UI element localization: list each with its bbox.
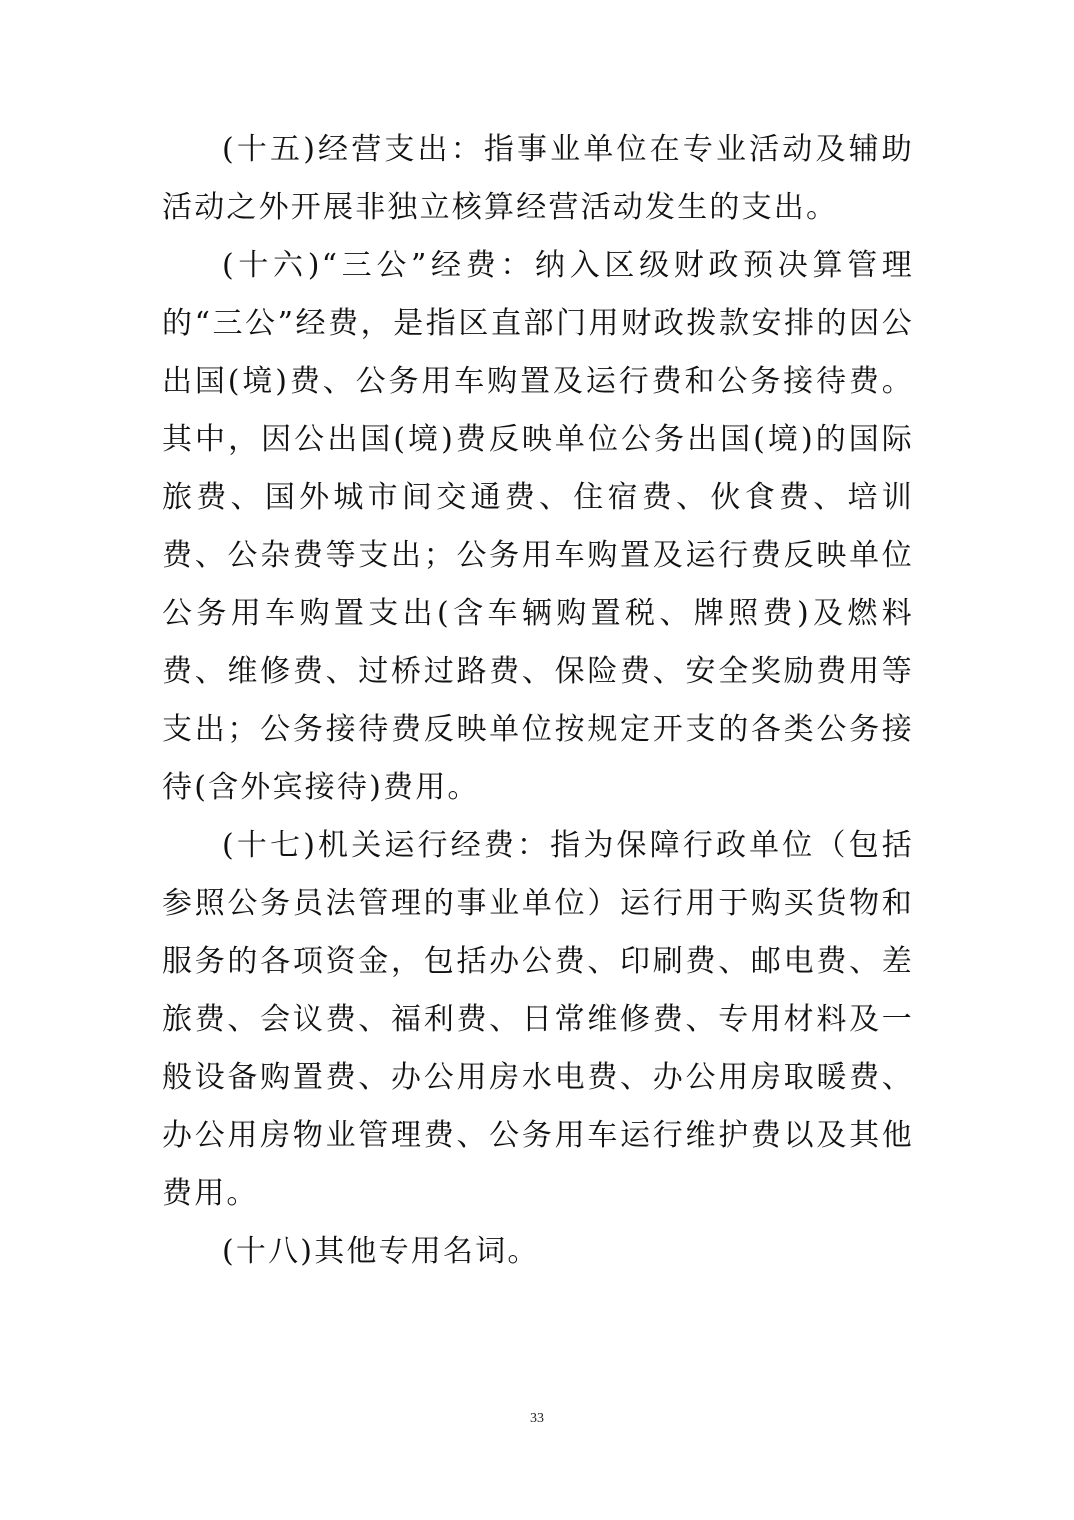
- paragraph-three-public-expenses: (十六)“三公”经费：纳入区级财政预决算管理的“三公”经费，是指区直部门用财政拨款安排的因公出国(境)费、公务用车购置及运行费和公务接待费。其中，因公出国(境)费反映单位公务出国(境)的国际旅费、国外城市间交通费、住宿费、伙食费、培训费、公杂费等支出；公务用车购置及运行费反映单位公务用车购置支出(含车辆购置税、牌照费)及燃料费、维修费、过桥过路费、保险费、安全奖励费用等支出；公务接待费反映单位按规定开支的各类公务接待(含外宾接待)费用。: [162, 248, 914, 805]
- body-text: [162, 121, 914, 1281]
- paragraph-other-terms: (十八)其他专用名词。: [222, 1234, 540, 1269]
- paragraph-operating-expenses: (十五)经营支出：指事业单位在专业活动及辅助活动之外开展非独立核算经营活动发生的支出。: [162, 132, 914, 225]
- page-number: 33: [530, 1411, 544, 1426]
- paragraph-agency-operating-costs: (十七)机关运行经费：指为保障行政单位（包括参照公务员法管理的事业单位）运行用于购买货物和服务的各项资金，包括办公费、印刷费、邮电费、差旅费、会议费、福利费、日常维修费、专用材料及一般设备购置费、办公用房水电费、办公用房取暖费、办公用房物业管理费、公务用车运行维护费以及其他费用。: [162, 828, 914, 1211]
